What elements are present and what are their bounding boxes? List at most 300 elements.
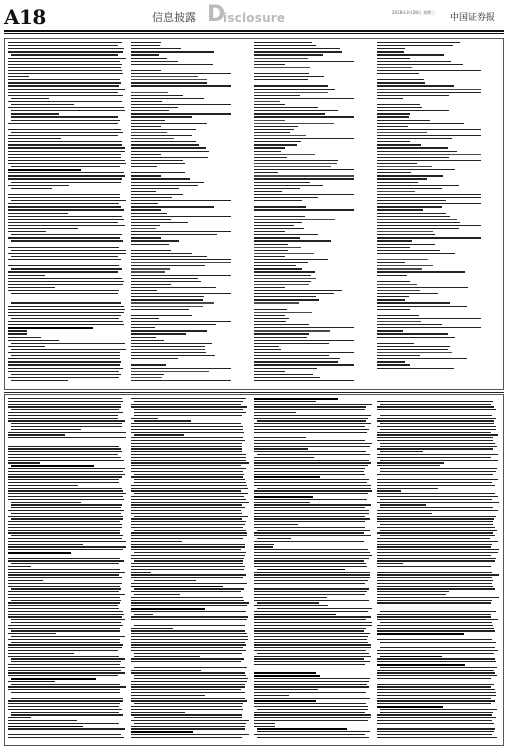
text-line: [254, 157, 287, 158]
text-line: [254, 352, 354, 353]
text-line: [131, 476, 243, 477]
text-line: [377, 409, 496, 410]
text-line: [377, 216, 450, 217]
text-line: [131, 104, 231, 105]
text-line: [11, 504, 122, 505]
text-line: [8, 686, 126, 687]
text-line: [254, 147, 285, 148]
text-line: [377, 169, 455, 170]
text-line: [131, 684, 245, 685]
text-line: [377, 577, 492, 578]
paper-logo: 中国证券报: [450, 13, 496, 23]
text-line: [377, 418, 496, 419]
text-line: [8, 175, 125, 176]
text-line: [8, 706, 119, 707]
text-line: [377, 639, 492, 640]
text-line: [8, 216, 122, 217]
text-line: [254, 275, 311, 276]
text-line: [377, 527, 495, 528]
text-line: [254, 45, 316, 46]
text-line: [377, 672, 495, 673]
text-line: [377, 265, 433, 266]
text-line: [377, 45, 453, 46]
text-line: [377, 706, 443, 708]
text-line: [8, 672, 125, 673]
text-line: [131, 299, 203, 300]
text-column-4: [377, 42, 499, 372]
text-line: [254, 225, 294, 226]
text-line: [8, 454, 118, 455]
text-line: [131, 95, 183, 96]
text-line: [8, 602, 120, 603]
text-line: [254, 154, 315, 155]
text-line: [11, 302, 121, 303]
text-line: [377, 185, 459, 186]
text-line: [8, 462, 40, 463]
text-line: [254, 650, 366, 651]
text-line: [254, 318, 289, 319]
text-line: [131, 521, 246, 522]
text-line: [377, 355, 420, 356]
text-line: [131, 490, 241, 491]
text-line: [254, 265, 296, 266]
text-line: [8, 178, 122, 179]
text-line: [377, 625, 493, 626]
text-line: [254, 120, 285, 121]
text-line: [8, 324, 124, 325]
text-line: [131, 154, 161, 155]
text-line: [380, 656, 442, 658]
text-line: [8, 418, 118, 419]
text-line: [131, 471, 243, 472]
text-line: [380, 622, 492, 623]
text-line: [377, 296, 409, 297]
text-line: [377, 728, 495, 729]
text-line: [131, 185, 198, 186]
text-line: [131, 566, 245, 567]
text-line: [8, 709, 122, 710]
text-line: [254, 521, 365, 522]
text-line: [131, 496, 244, 497]
text-line: [8, 352, 120, 353]
text-line: [254, 287, 285, 288]
text-line: [8, 644, 123, 645]
text-line: [131, 726, 245, 727]
text-line: [377, 287, 468, 288]
text-line: [8, 471, 123, 472]
text-line: [8, 496, 123, 497]
masthead-rule: [4, 30, 504, 32]
text-line: [377, 172, 411, 173]
text-line: [8, 312, 124, 313]
text-line: [254, 101, 280, 102]
text-line: [377, 401, 493, 402]
text-line: [380, 642, 496, 643]
text-line: [254, 234, 318, 235]
text-line: [11, 132, 123, 133]
text-line: [254, 61, 354, 62]
text-line: [8, 510, 124, 511]
text-line: [8, 479, 119, 480]
text-line: [131, 451, 242, 452]
text-line: [377, 346, 450, 347]
text-line: [377, 116, 409, 117]
text-line: [254, 290, 342, 291]
text-line: [8, 45, 118, 46]
text-line: [254, 468, 365, 469]
text-line: [254, 169, 354, 170]
text-line: [131, 462, 249, 463]
text-line: [8, 572, 125, 573]
text-line: [8, 194, 120, 195]
text-line: [254, 437, 306, 438]
text-line: [254, 720, 368, 721]
text-line: [8, 377, 119, 378]
text-line: [254, 493, 368, 494]
text-line: [257, 731, 370, 732]
text-line: [377, 324, 442, 325]
text-line: [11, 698, 123, 699]
text-line: [254, 723, 275, 724]
text-line: [131, 712, 185, 713]
section-badge-text: isclosure: [223, 11, 286, 25]
text-line: [131, 597, 243, 598]
text-line: [377, 113, 410, 114]
text-line: [131, 524, 245, 525]
text-line: [377, 318, 481, 319]
text-line: [8, 485, 78, 486]
text-line: [254, 656, 371, 657]
text-line: [131, 200, 231, 201]
text-line: [377, 268, 422, 269]
text-line: [131, 681, 247, 682]
text-line: [131, 731, 193, 733]
text-line: [254, 555, 372, 556]
text-line: [254, 129, 294, 130]
text-line: [377, 628, 494, 629]
text-line: [377, 737, 497, 738]
text-line: [11, 507, 121, 508]
text-line: [131, 368, 231, 369]
text-line: [254, 315, 285, 316]
text-line: [131, 499, 246, 500]
text-line: [254, 451, 366, 452]
text-line: [131, 293, 231, 294]
text-line: [377, 734, 492, 735]
text-line: [134, 653, 242, 654]
text-line: [254, 577, 370, 578]
text-line: [8, 228, 78, 229]
text-line: [377, 510, 498, 511]
section-divider: [4, 392, 504, 393]
text-line: [254, 597, 327, 598]
text-line: [254, 418, 368, 419]
text-line: [131, 527, 243, 528]
text-line: [11, 714, 123, 715]
text-line: [380, 404, 491, 405]
text-line: [377, 454, 498, 455]
text-line: [131, 110, 169, 111]
masthead: [0, 0, 508, 32]
text-line: [134, 675, 246, 676]
text-line: [8, 247, 119, 248]
text-line: [131, 658, 244, 659]
text-line: [257, 454, 370, 455]
text-line: [377, 228, 459, 229]
text-line: [131, 737, 242, 738]
text-line: [377, 630, 495, 631]
text-line: [254, 361, 338, 362]
text-line: [131, 426, 243, 427]
text-line: [11, 349, 126, 350]
text-line: [131, 219, 171, 220]
text-line: [131, 48, 181, 49]
text-line: [8, 271, 118, 272]
text-line: [131, 443, 242, 444]
text-line: [254, 448, 308, 449]
text-line: [254, 79, 308, 80]
text-line: [254, 296, 316, 297]
text-line: [254, 191, 282, 192]
text-line: [254, 460, 369, 461]
text-line: [8, 290, 119, 291]
text-line: [254, 237, 300, 238]
text-line: [8, 611, 123, 612]
text-line: [254, 337, 307, 338]
text-line: [131, 82, 207, 83]
text-line: [11, 120, 120, 121]
text-line: [8, 647, 122, 648]
text-line: [11, 374, 121, 375]
text-line: [8, 583, 122, 584]
text-line: [377, 670, 494, 671]
text-line: [8, 61, 120, 62]
text-line: [8, 577, 122, 578]
text-line: [131, 355, 215, 356]
text-line: [131, 157, 208, 158]
text-line: [377, 321, 421, 322]
text-line: [8, 488, 122, 489]
text-line: [8, 432, 126, 433]
text-line: [254, 658, 364, 659]
text-line: [377, 437, 493, 438]
text-line: [8, 468, 125, 469]
text-line: [254, 560, 364, 561]
text-line: [254, 54, 323, 55]
section-badge: [207, 2, 289, 28]
text-line: [377, 474, 493, 475]
text-line: [131, 650, 246, 651]
text-line: [11, 502, 81, 503]
text-line: [254, 734, 365, 735]
text-line: [8, 446, 119, 447]
text-line: [8, 219, 124, 220]
text-line: [254, 611, 368, 612]
text-line: [131, 488, 248, 489]
page-number: A18: [4, 5, 46, 29]
text-line: [131, 116, 192, 117]
text-line: [131, 349, 205, 350]
text-line: [377, 337, 455, 338]
text-line: [131, 120, 165, 121]
text-line: [8, 717, 31, 718]
text-line: [377, 333, 448, 334]
text-line: [11, 166, 120, 167]
text-line: [131, 175, 161, 176]
text-line: [254, 583, 365, 584]
text-line: [254, 98, 354, 99]
text-line: [377, 352, 452, 353]
text-line: [377, 67, 412, 68]
text-line: [377, 234, 435, 235]
text-line: [131, 228, 156, 229]
text-line: [131, 628, 173, 629]
text-line: [131, 446, 242, 447]
text-line: [377, 516, 496, 517]
text-line: [134, 479, 245, 480]
text-line: [11, 423, 122, 424]
text-line: [131, 343, 212, 344]
text-line: [377, 544, 492, 545]
text-line: [8, 129, 121, 130]
text-line: [131, 188, 179, 189]
text-line: [131, 720, 249, 721]
text-line: [134, 420, 191, 421]
text-line: [254, 358, 340, 359]
text-line: [377, 79, 424, 80]
text-line: [11, 54, 118, 55]
text-line: [11, 110, 125, 111]
text-line: [254, 479, 369, 480]
text-line: [254, 440, 365, 441]
text-line: [11, 513, 121, 514]
text-line: [377, 64, 463, 65]
text-line: [11, 240, 123, 241]
text-line: [131, 468, 246, 469]
text-line: [8, 460, 124, 461]
text-line: [131, 234, 217, 235]
text-line: [131, 734, 249, 735]
text-line: [377, 231, 433, 232]
text-line: [377, 61, 451, 62]
text-line: [131, 330, 207, 331]
text-line: [254, 380, 354, 381]
text-line: [377, 490, 401, 491]
text-line: [134, 560, 243, 561]
text-line: [11, 343, 125, 344]
text-line: [8, 434, 65, 435]
text-line: [131, 630, 245, 631]
text-line: [254, 172, 278, 173]
text-line: [8, 633, 56, 634]
text-line: [11, 200, 126, 201]
text-line: [254, 510, 369, 511]
text-line: [254, 371, 285, 372]
text-line: [134, 434, 184, 435]
text-line: [131, 692, 245, 693]
text-line: [134, 493, 248, 494]
text-line: [254, 271, 315, 272]
text-line: [11, 256, 118, 257]
text-line: [254, 138, 354, 139]
text-line: [377, 123, 464, 124]
text-line: [131, 324, 216, 325]
text-line: [377, 247, 410, 248]
text-line: [134, 409, 243, 410]
text-line: [377, 85, 454, 86]
text-line: [377, 51, 404, 52]
text-line: [377, 58, 410, 59]
text-line: [8, 89, 125, 90]
text-line: [254, 281, 311, 282]
text-line: [377, 678, 491, 679]
text-column-7: [254, 398, 372, 742]
text-line: [8, 532, 120, 533]
text-line: [254, 507, 365, 508]
text-line: [8, 327, 93, 329]
text-line: [131, 558, 244, 559]
text-line: [8, 670, 121, 671]
text-line: [8, 420, 125, 421]
text-line: [254, 219, 335, 220]
text-line: [254, 200, 302, 201]
text-line: [377, 563, 403, 564]
text-line: [377, 541, 498, 542]
text-line: [131, 340, 164, 341]
text-line: [8, 608, 119, 609]
text-line: [8, 664, 120, 665]
text-line: [254, 166, 331, 167]
text-line: [8, 566, 31, 567]
text-line: [254, 188, 300, 189]
text-line: [131, 591, 241, 592]
text-line: [134, 703, 243, 704]
text-line: [11, 692, 120, 693]
text-line: [254, 197, 318, 198]
text-line: [254, 672, 316, 674]
text-column-5: [8, 398, 126, 742]
text-line: [380, 524, 493, 525]
text-line: [380, 423, 494, 424]
text-line: [11, 588, 121, 589]
text-line: [254, 616, 371, 617]
text-line: [254, 284, 309, 285]
text-line: [254, 549, 368, 550]
text-line: [254, 151, 281, 152]
text-line: [131, 216, 231, 217]
text-line: [131, 686, 245, 687]
text-line: [254, 116, 354, 117]
text-line: [11, 182, 121, 183]
text-line: [254, 321, 286, 322]
text-line: [134, 723, 246, 724]
text-line: [131, 51, 214, 52]
text-line: [8, 361, 121, 362]
text-line: [131, 429, 243, 430]
text-line: [131, 406, 247, 407]
text-line: [131, 633, 247, 634]
text-line: [254, 330, 330, 331]
text-line: [131, 538, 243, 539]
text-line: [131, 698, 245, 699]
text-line: [254, 85, 328, 86]
text-line: [8, 333, 27, 334]
text-line: [131, 513, 242, 514]
text-line: [254, 443, 372, 444]
text-line: [257, 728, 347, 730]
text-line: [8, 653, 74, 654]
text-line: [8, 253, 126, 254]
